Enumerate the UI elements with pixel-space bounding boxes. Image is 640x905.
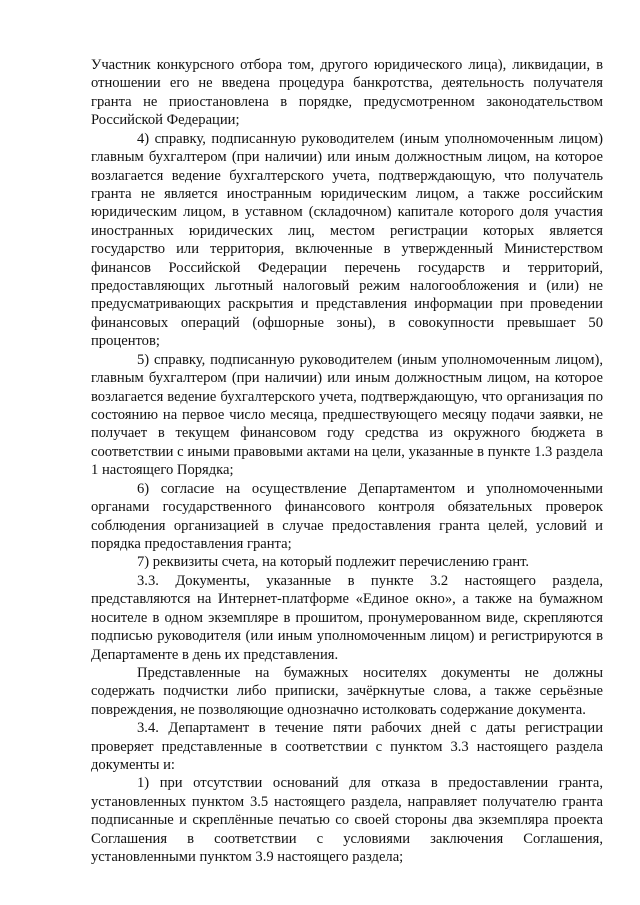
paragraph-3-4: 3.4. Департамент в течение пяти рабочих дней с даты регистрации проверяет представленные в соответствии с пунктом 3.3 настоящего раздела документы и: <box>91 720 603 774</box>
document-page <box>91 56 603 867</box>
paragraph-3-4-item-1: 1) при отсутствии оснований для отказа в предоставлении гранта, установленных пунктом 3.5 настоящего раздела, направляет получателю гранта подписанные и скреплённые печатью со своей стороны два экземпляра проекта Соглашения в соответствии с условиями заключения Соглашения, установленными пунктом 3.9 настоящего раздела; <box>91 775 603 866</box>
paragraph-paper-requirements: Представленные на бумажных носителях документы не должны содержать подчистки либо приписки, зачёркнутые слова, а также серьёзные повреждения, не позволяющие однозначно истолковать содержание документа. <box>91 664 603 718</box>
paragraph-item-4: 4) справку, подписанную руководителем (иным уполномоченным лицом) главным бухгалтером (при наличии) или иным должностным лицом, на которое возлагается ведение бухгалтерского учета, подтверждающую, что получатель гранта не является иностранным юридическим лицом, а также российским юридическим лицом, в уставном (складочном) капитале которого доля участия иностранных юридических лиц, местом регистрации которых является государство или территория, включенные в утвержденный Министерством финансов Российской Федерации перечень государств и территорий, предоставляющих льготный налоговый режим налогообложения и (или) не предусматривающих раскрытия и представления информации при проведении финансовых операций (офшорные зоны), в совокупности превышает 50 процентов; <box>91 130 603 350</box>
paragraph-item-6: 6) согласие на осуществление Департаментом и уполномоченными органами государственного финансового контроля обязательных проверок соблюдения организацией в случае предоставления гранта целей, условий и порядка предоставления гранта; <box>91 480 603 552</box>
paragraph-item-5: 5) справку, подписанную руководителем (иным уполномоченным лицом), главным бухгалтером (при наличии) или иным должностным лицом, на которое возлагается ведение бухгалтерского учета, подтверждающую, что организация по состоянию на первое число месяца, предшествующего месяцу подачи заявки, не получает в текущем финансовом году средства из окружного бюджета в соответствии с иными правовыми актами на цели, указанные в пункте 1.3 раздела 1 настоящего Порядка; <box>91 351 603 479</box>
paragraph-item-7: 7) реквизиты счета, на который подлежит перечислению грант. <box>137 554 530 571</box>
paragraph-continuation: Участник конкурсного отбора том, другого юридического лица), ликвидации, в отношении его не введена процедура банкротства, деятельность получателя гранта не приостановлена в порядке, предусмотренном законодательством Российской Федерации; <box>91 57 603 129</box>
paragraph-3-3: 3.3. Документы, указанные в пункте 3.2 настоящего раздела, представляются на Интернет-платформе «Единое окно», а также на бумажном носителе в одном экземпляре в прошитом, пронумерованном виде, скрепляются подписью руководителя (или иным уполномоченным лицом) и регистрируются в Департаменте в день их представления. <box>91 572 603 663</box>
